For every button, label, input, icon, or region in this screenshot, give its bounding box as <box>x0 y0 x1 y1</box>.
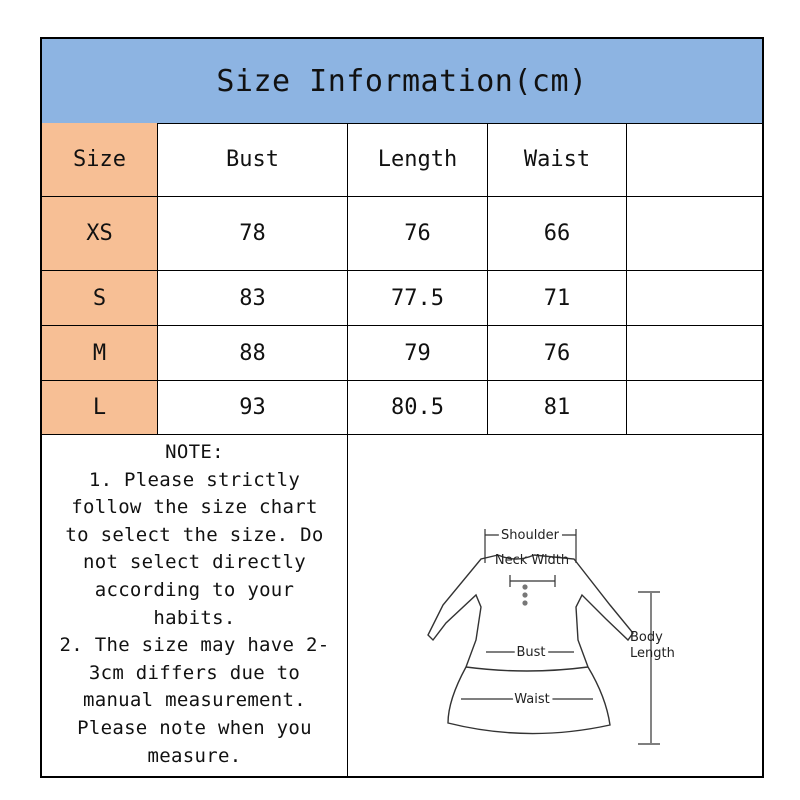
size-label-l: L <box>42 381 158 435</box>
chart-title: Size Information(cm) <box>42 39 762 124</box>
cell-m-length: 79 <box>348 326 488 381</box>
cell-xs-empty <box>627 197 762 271</box>
cell-m-bust: 88 <box>158 326 348 381</box>
note-block <box>42 435 348 776</box>
note-line: to select the size. Do <box>65 523 324 546</box>
cell-s-length: 77.5 <box>348 271 488 326</box>
note-line: 2. The size may have 2- <box>59 634 330 657</box>
header-size: Size <box>42 123 158 197</box>
cell-m-empty <box>627 326 762 381</box>
header-bust: Bust <box>158 123 348 197</box>
note-heading: NOTE: <box>165 441 224 463</box>
note-line: manual measurement. <box>82 689 307 712</box>
note-line: 1. Please strictly <box>88 468 301 491</box>
cell-xs-bust: 78 <box>158 197 348 271</box>
size-label-m: M <box>42 326 158 381</box>
cell-l-waist: 81 <box>488 381 627 435</box>
note-line: habits. <box>153 606 236 629</box>
cell-xs-length: 76 <box>348 197 488 271</box>
note-line: not select directly <box>82 551 307 574</box>
cell-l-length: 80.5 <box>348 381 488 435</box>
header-waist: Waist <box>488 123 627 197</box>
note-line: measure. <box>147 744 242 767</box>
body-length-label-line1: Body <box>630 630 663 645</box>
note-line: according to your <box>94 578 295 601</box>
dress-measurement-diagram <box>348 435 762 776</box>
header-empty <box>627 123 762 197</box>
dress-buttons <box>522 584 527 605</box>
size-label-s: S <box>42 271 158 326</box>
cell-l-empty <box>627 381 762 435</box>
note-line: Please note when you <box>77 716 312 739</box>
cell-m-waist: 76 <box>488 326 627 381</box>
cell-s-empty <box>627 271 762 326</box>
body-length-label-line2: Length <box>630 646 675 661</box>
cell-l-bust: 93 <box>158 381 348 435</box>
header-length: Length <box>348 123 488 197</box>
neck-width-label: Neck Width <box>494 553 570 568</box>
cell-s-bust: 83 <box>158 271 348 326</box>
cell-s-waist: 71 <box>488 271 627 326</box>
cell-xs-waist: 66 <box>488 197 627 271</box>
waist-label: Waist <box>514 692 550 707</box>
size-label-xs: XS <box>42 197 158 271</box>
bust-label: Bust <box>516 645 546 660</box>
shoulder-label: Shoulder <box>501 528 559 543</box>
note-line: follow the size chart <box>71 496 318 519</box>
note-line: 3cm differs due to <box>88 661 301 684</box>
size-chart <box>40 37 764 778</box>
